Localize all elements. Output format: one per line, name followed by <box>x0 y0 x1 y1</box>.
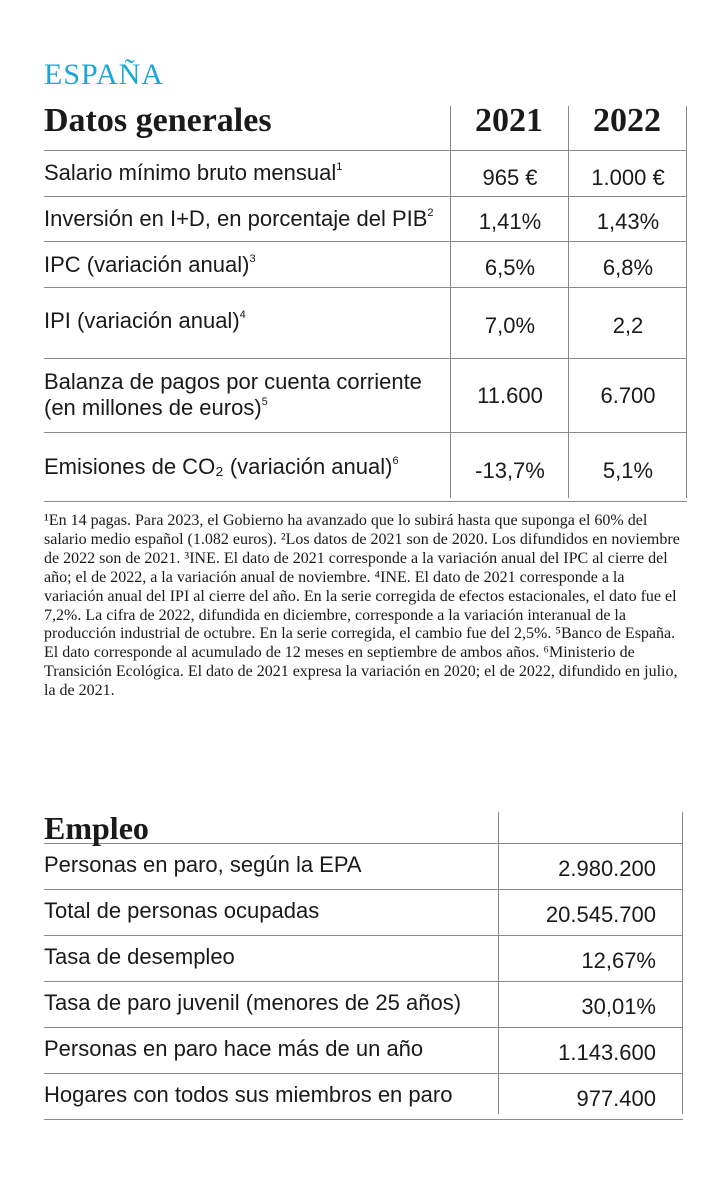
value-2021: 6,5% <box>484 255 536 280</box>
value-2022: 6.700 <box>600 383 656 408</box>
row-label: Tasa de desempleo <box>44 944 235 969</box>
table-row <box>44 936 683 982</box>
section-title: ESPAÑA <box>44 58 164 91</box>
row-value: 20.545.700 <box>545 902 656 927</box>
row-value: 2.980.200 <box>558 856 656 881</box>
value-2021: 965 € <box>482 165 538 190</box>
employment-table <box>44 810 683 1120</box>
row-label: Emisiones de CO₂ (variación anual)$^6$ <box>44 454 399 479</box>
row-value: 30,01% <box>581 994 656 1019</box>
row-value: 12,67% <box>581 948 656 973</box>
table-row <box>44 197 687 242</box>
table-row <box>44 359 687 433</box>
row-label: Inversión en I+D, en porcentaje del PIB$^2$ <box>44 206 434 231</box>
footnote-ref: 5 <box>261 396 268 408</box>
value-2021: 11.600 <box>477 383 543 408</box>
row-label: IPC (variación anual)$^3$ <box>44 252 256 277</box>
value-2022: 5,1% <box>602 458 654 483</box>
year-header-2021: 2021 <box>475 102 543 139</box>
table-row <box>44 242 687 288</box>
row-value: 977.400 <box>576 1086 656 1111</box>
value-2022: 1.000 € <box>591 165 665 190</box>
footnote-ref: 3 <box>249 253 256 265</box>
table-row <box>44 288 687 359</box>
row-label: Personas en paro hace más de un año <box>44 1036 424 1061</box>
table-row <box>44 1028 683 1074</box>
table-title: Empleo <box>44 810 149 846</box>
table-row <box>44 844 683 890</box>
row-label: IPI (variación anual)$^4$ <box>44 308 246 333</box>
footnote-ref: 4 <box>239 309 246 321</box>
table-row <box>44 433 687 502</box>
footnote-ref: 2 <box>427 207 434 219</box>
row-label: Personas en paro, según la EPA <box>44 852 362 877</box>
table-row <box>44 151 687 197</box>
row-label: Tasa de paro juvenil (menores de 25 años) <box>44 990 462 1015</box>
row-label: Hogares con todos sus miembros en paro <box>44 1082 453 1107</box>
table-row <box>44 890 683 936</box>
value-2021: -13,7% <box>475 458 545 483</box>
value-2021: 7,0% <box>484 313 536 338</box>
table-header <box>44 100 687 151</box>
footnote-ref: 1 <box>336 161 343 173</box>
general-data-table <box>44 100 687 502</box>
row-value: 1.143.600 <box>558 1040 656 1065</box>
row-label: Total de personas ocupadas <box>44 898 320 923</box>
table-row <box>44 982 683 1028</box>
row-label: Salario mínimo bruto mensual$^1$ <box>44 160 343 185</box>
table-header <box>44 810 683 844</box>
table-row <box>44 1074 683 1120</box>
value-2022: 1,43% <box>596 209 660 234</box>
footnotes: ¹En 14 pagas. Para 2023, el Gobierno ha avanzado que lo subirá hasta que suponga el 60% del salario medio español (1.082 euros). ²Los datos de 2021 son de 2020. Los difundidos en noviembre de 2022 son de 2021. ³INE. El dato de 2021 corresponde a la variación anual del IPC al cierre del año; el de 2022, a la variación anual de noviembre. ⁴INE. El dato de 2021 corresponde a la variación anual del IPI al cierre del año. En la serie corregida de efectos estacionales, el dato fue el 7,2%. La cifra de 2022, difundida en diciembre, corresponde a la variación interanual de la producción industrial de octubre. En la serie corregida, el cambio fue del 2,5%. ⁵Banco de España. El dato corresponde al acumulado de 12 meses en septiembre de ambos años. ⁶Ministerio de Transición Ecológica. El dato de 2021 expresa la variación en 2020; el de 2022, difundido en julio, la de 2021. <box>44 512 680 700</box>
table-title: Datos generales <box>44 102 272 139</box>
value-2021: 1,41% <box>478 209 542 234</box>
value-2022: 6,8% <box>602 255 654 280</box>
footnote-ref: 6 <box>392 455 399 467</box>
row-label: Balanza de pagos por cuenta corriente (en millones de euros)$^5$ <box>44 369 422 420</box>
value-2022: 2,2 <box>612 313 644 338</box>
year-header-2022: 2022 <box>593 102 661 139</box>
